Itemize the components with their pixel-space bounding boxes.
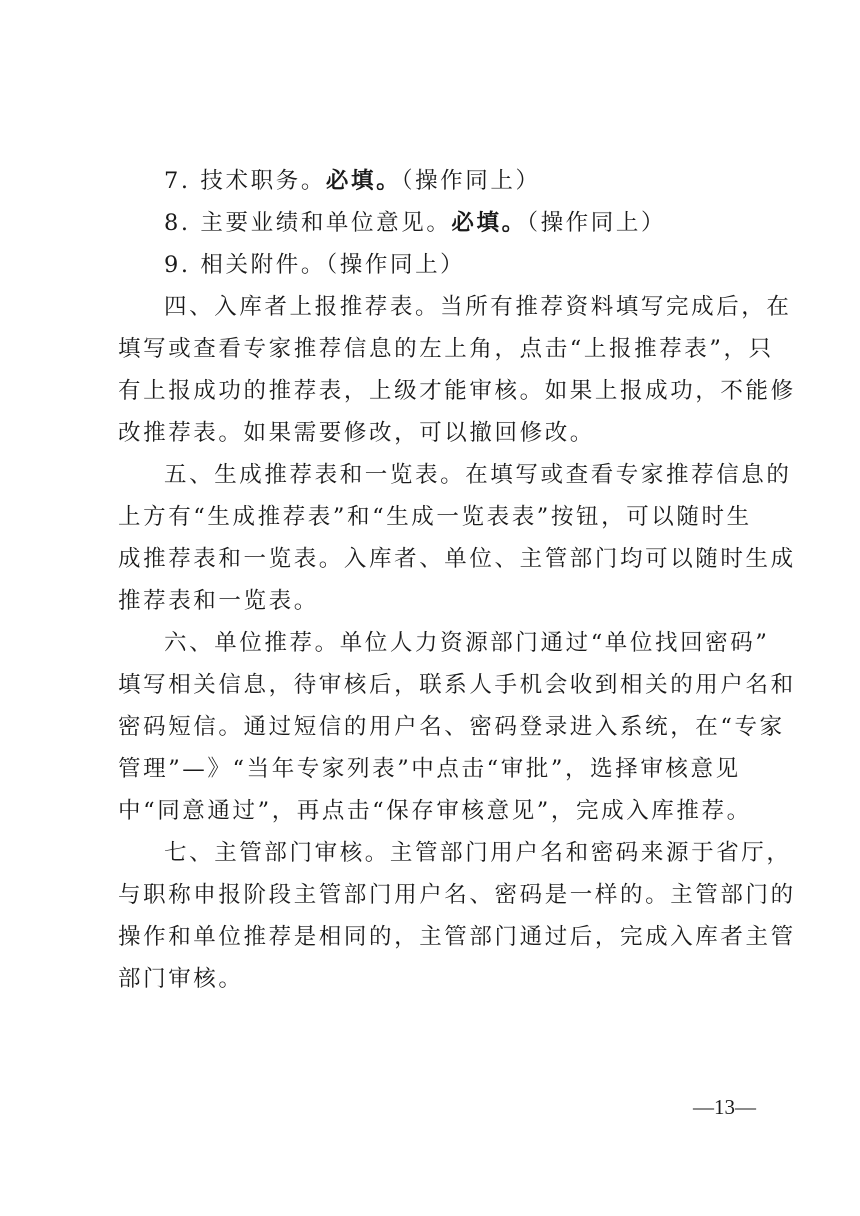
paragraph-line: 与职称申报阶段主管部门用户名、密码是一样的。主管部门的 bbox=[118, 882, 796, 908]
paragraph-line: 上方有“生成推荐表”和“生成一览表表”按钮，可以随时生 bbox=[118, 504, 752, 530]
item-prefix: 8. 主要业绩和单位意见。 bbox=[164, 210, 452, 236]
paragraph-line: 填写或查看专家推荐信息的左上角，点击“上报推荐表”，只 bbox=[118, 336, 774, 362]
required-marker: 必填。 bbox=[451, 210, 527, 236]
paragraph-line: 六、单位推荐。单位人力资源部门通过“单位找回密码” bbox=[164, 630, 770, 656]
list-item bbox=[118, 244, 758, 286]
list-item bbox=[118, 202, 758, 244]
paragraph-line: 推荐表和一览表。 bbox=[118, 588, 319, 614]
paragraph-line: 成推荐表和一览表。入库者、单位、主管部门均可以随时生成 bbox=[118, 546, 796, 572]
paragraph-line: 操作和单位推荐是相同的，主管部门通过后，完成入库者主管 bbox=[118, 924, 796, 950]
item-suffix: （操作同上） bbox=[401, 168, 541, 194]
paragraph-line: 填写相关信息，待审核后，联系人手机会收到相关的用户名和 bbox=[118, 672, 796, 698]
paragraph-line: 五、生成推荐表和一览表。在填写或查看专家推荐信息的 bbox=[164, 462, 792, 488]
paragraph-line: 有上报成功的推荐表，上级才能审核。如果上报成功，不能修 bbox=[118, 378, 796, 404]
item-suffix: （操作同上） bbox=[526, 210, 667, 236]
required-marker: 必填。 bbox=[325, 168, 402, 194]
section-generate-forms bbox=[118, 454, 796, 622]
list-item bbox=[118, 160, 758, 202]
paragraph-line: 改推荐表。如果需要修改，可以撤回修改。 bbox=[118, 420, 595, 446]
paragraph-line: 密码短信。通过短信的用户名、密码登录进入系统，在“专家 bbox=[118, 714, 785, 740]
document-body bbox=[118, 160, 796, 1000]
paragraph-line: 四、入库者上报推荐表。当所有推荐资料填写完成后，在 bbox=[164, 294, 792, 320]
section-report-form bbox=[118, 286, 796, 454]
paragraph-line: 管理”—》“当年专家列表”中点击“审批”，选择审核意见 bbox=[118, 756, 741, 782]
item-prefix: 7. 技术职务。 bbox=[164, 168, 326, 194]
paragraph-line: 中“同意通过”，再点击“保存审核意见”，完成入库推荐。 bbox=[118, 798, 752, 824]
paragraph-line: 七、主管部门审核。主管部门用户名和密码来源于省厅， bbox=[164, 840, 792, 866]
paragraph-line: 部门审核。 bbox=[118, 966, 244, 992]
page-number: —13— bbox=[693, 1095, 756, 1119]
item-prefix: 9. 相关附件。（操作同上） bbox=[164, 252, 466, 278]
section-department-review bbox=[118, 832, 796, 1000]
section-unit-recommendation bbox=[118, 622, 796, 832]
